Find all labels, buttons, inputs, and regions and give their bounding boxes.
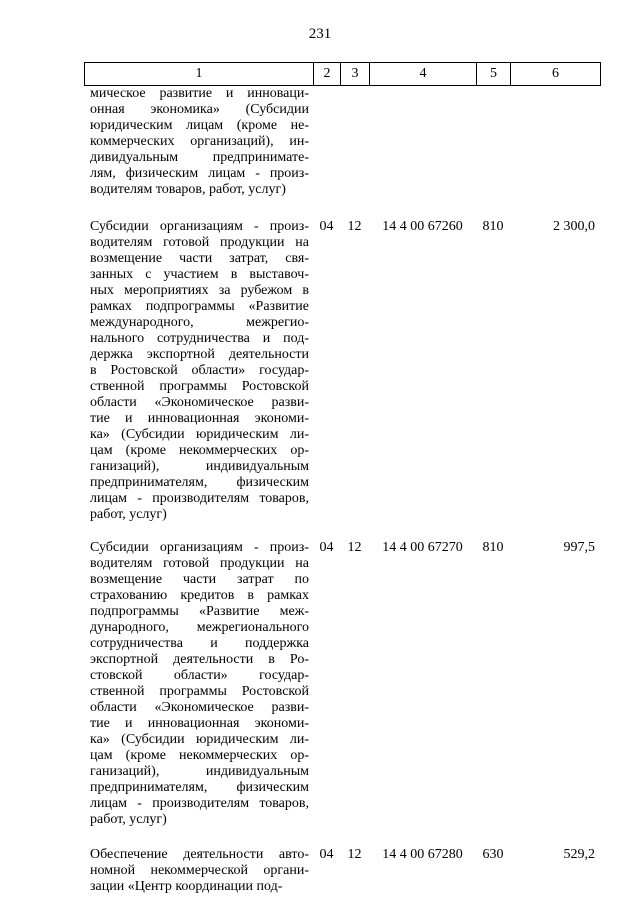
row-amount: 529,2: [563, 847, 595, 862]
row-subsection: 12: [347, 219, 362, 234]
description-line: коммерческих организаций), ин-: [90, 134, 309, 149]
description-line: ганизаций), индивидуальным: [90, 764, 309, 779]
row-description: [84, 86, 313, 198]
description-line: лицам - производителям товаров,: [90, 796, 309, 811]
description-line: в Ростовской области» государ-: [90, 363, 309, 378]
description-line: ка» (Субсидии юридическим ли-: [90, 427, 309, 442]
description-line: международного, межрегио-: [90, 315, 309, 330]
description-line: мическое развитие и инноваци-: [90, 86, 309, 101]
description-line: онная экономика» (Субсидии: [90, 102, 309, 117]
header-col-3: 3: [341, 63, 370, 85]
table-row: [84, 540, 601, 828]
description-line: страхованию кредитов в рамках: [90, 588, 309, 603]
row-target-article: 14 4 00 67260: [382, 219, 463, 234]
header-col-6: 6: [552, 66, 559, 81]
header-col-5: 5: [477, 63, 511, 85]
row-subsection: 12: [347, 540, 362, 555]
row-description: [84, 847, 313, 895]
description-line: зации «Центр координации под-: [90, 879, 283, 894]
description-line: сотрудничества и поддержка: [90, 636, 309, 651]
description-line: лям, физическим лицам - произ-: [90, 166, 309, 181]
description-line: цам (кроме некоммерческих ор-: [90, 443, 309, 458]
description-line: ственной программы Ростовской: [90, 684, 309, 699]
description-line: ганизаций), индивидуальным: [90, 459, 309, 474]
row-amount: 2 300,0: [553, 219, 595, 234]
description-line: занных с участием в выставоч-: [90, 267, 309, 282]
description-line: номной некоммерческой органи-: [90, 863, 309, 878]
description-line: возмещение части затрат, свя-: [90, 251, 309, 266]
description-line: ка» (Субсидии юридическим ли-: [90, 732, 309, 747]
description-line: работ, услуг): [90, 812, 167, 827]
row-section: [313, 86, 340, 198]
table-body: [84, 86, 601, 895]
description-line: лицам - производителям товаров,: [90, 491, 309, 506]
table-header: [84, 62, 601, 86]
description-line: водителям готовой продукции на: [90, 235, 309, 250]
row-target-article: 14 4 00 67280: [382, 847, 463, 862]
description-line: держка экспортной деятельности: [90, 347, 309, 362]
description-line: стовской области» государ-: [90, 668, 309, 683]
row-target-article: [369, 86, 476, 198]
description-line: водителям готовой продукции на: [90, 556, 309, 571]
description-line: тие и инновационная экономи-: [90, 716, 309, 731]
description-line: тие и инновационная экономи-: [90, 411, 309, 426]
description-line: дивидуальным предпринимате-: [90, 150, 309, 165]
table-row: [84, 847, 601, 895]
description-line: Субсидии организациям - произ-: [90, 540, 309, 555]
description-line: нального сотрудничества и под-: [90, 331, 309, 346]
table-row: [84, 219, 601, 523]
description-line: ственной программы Ростовской: [90, 379, 309, 394]
row-expense-type: 810: [482, 540, 504, 555]
header-col-1: 1: [85, 63, 314, 85]
row-target-article: 14 4 00 67270: [382, 540, 463, 555]
description-line: рамках подпрограммы «Развитие: [90, 299, 309, 314]
page-number: 231: [308, 26, 332, 42]
row-section: 04: [319, 847, 334, 862]
table-row: [84, 86, 601, 198]
description-line: дународного, межрегионального: [90, 620, 309, 635]
row-description: [84, 219, 313, 523]
row-subsection: [340, 86, 369, 198]
description-line: водителям товаров, работ, услуг): [90, 182, 286, 197]
header-col-2: 2: [314, 63, 341, 85]
description-line: предпринимателям, физическим: [90, 780, 309, 795]
header-col-4: 4: [370, 63, 477, 85]
description-line: Обеспечение деятельности авто-: [90, 847, 309, 862]
row-expense-type: 810: [482, 219, 504, 234]
description-line: области «Экономическое разви-: [90, 700, 309, 715]
description-line: цам (кроме некоммерческих ор-: [90, 748, 309, 763]
row-amount: 997,5: [563, 540, 595, 555]
row-section: 04: [319, 540, 334, 555]
description-line: предпринимателям, физическим: [90, 475, 309, 490]
row-expense-type: 630: [482, 847, 504, 862]
description-line: юридическим лицам (кроме не-: [90, 118, 309, 133]
description-line: работ, услуг): [90, 507, 167, 522]
row-subsection: 12: [347, 847, 362, 862]
row-amount: [510, 86, 599, 198]
row-description: [84, 540, 313, 828]
description-line: подпрограммы «Развитие меж-: [90, 604, 309, 619]
description-line: возмещение части затрат по: [90, 572, 309, 587]
description-line: экспортной деятельности в Ро-: [90, 652, 309, 667]
row-section: 04: [319, 219, 334, 234]
description-line: ных мероприятиях за рубежом в: [90, 283, 309, 298]
row-expense-type: [476, 86, 510, 198]
description-line: Субсидии организациям - произ-: [90, 219, 309, 234]
description-line: области «Экономическое разви-: [90, 395, 309, 410]
